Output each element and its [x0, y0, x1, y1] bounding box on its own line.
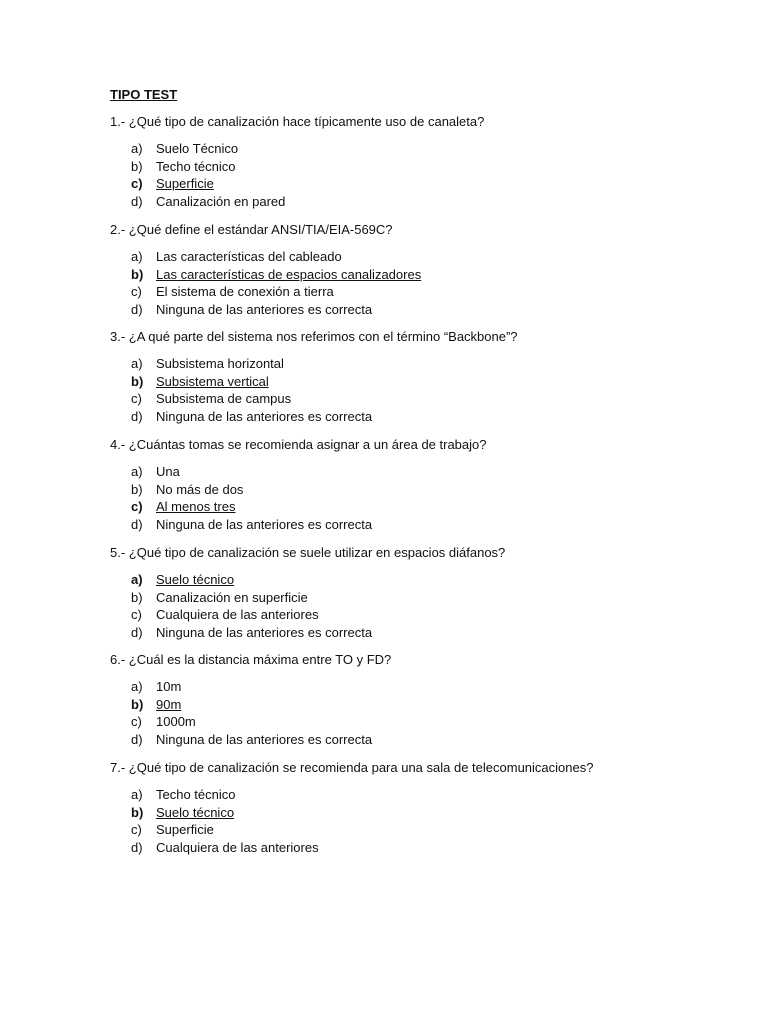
page-title: TIPO TEST: [110, 87, 178, 102]
option-letter: d): [131, 516, 143, 532]
option-text: Techo técnico: [156, 787, 236, 802]
option-text: Una: [156, 464, 180, 479]
option-text: Ninguna de las anteriores es correcta: [156, 624, 373, 640]
option-letter: a): [131, 356, 143, 371]
option-letter: b): [131, 804, 144, 820]
option-text: Las características del cableado: [156, 249, 342, 264]
option-7c: [131, 821, 319, 839]
option-letter: c): [131, 499, 143, 515]
option-2c: [131, 283, 421, 301]
option-3c: [131, 390, 372, 408]
question-4-options: [131, 463, 372, 533]
option-1b: [131, 158, 285, 176]
option-letter: c): [131, 391, 142, 407]
option-letter: b): [131, 696, 144, 712]
option-text: Subsistema de campus: [156, 391, 292, 407]
question-4: 4.- ¿Cuántas tomas se recomienda asignar a un área de trabajo?: [110, 437, 487, 452]
option-letter: a): [131, 141, 143, 156]
option-text: Canalización en superficie: [156, 589, 308, 605]
option-3d: [131, 408, 372, 426]
option-text: Ninguna de las anteriores es correcta: [156, 731, 373, 747]
question-5-options: [131, 571, 372, 641]
option-3b: [131, 373, 372, 391]
option-7d: [131, 839, 319, 857]
option-text: No más de dos: [156, 481, 244, 497]
option-text: Techo técnico: [156, 158, 236, 174]
option-text: Subsistema horizontal: [156, 356, 284, 371]
option-text: Cualquiera de las anteriores: [156, 607, 319, 623]
option-text: Suelo Técnico: [156, 141, 239, 156]
option-letter: a): [131, 572, 143, 587]
option-4a: [131, 463, 372, 481]
option-4d: [131, 516, 372, 534]
option-6b: [131, 696, 372, 714]
question-6: 6.- ¿Cuál es la distancia máxima entre TO y FD?: [110, 652, 392, 667]
option-letter: a): [131, 464, 143, 479]
option-text: Suelo técnico: [156, 804, 235, 820]
option-letter: c): [131, 714, 142, 730]
option-letter: b): [131, 373, 144, 389]
option-6d: [131, 731, 372, 749]
option-letter: b): [131, 589, 143, 605]
option-7a: [131, 786, 319, 804]
option-4c: [131, 498, 372, 516]
option-text: Cualquiera de las anteriores: [156, 839, 319, 855]
question-5: 5.- ¿Qué tipo de canalización se suele utilizar en espacios diáfanos?: [110, 545, 506, 560]
option-6a: [131, 678, 372, 696]
option-2d: [131, 301, 421, 319]
option-1d: [131, 193, 285, 211]
option-letter: d): [131, 408, 143, 424]
option-text: Superficie: [156, 176, 214, 192]
option-letter: d): [131, 301, 143, 317]
option-text: Superficie: [156, 822, 214, 838]
option-text: Las características de espacios canalizadores: [156, 266, 422, 282]
option-letter: d): [131, 193, 143, 209]
option-letter: c): [131, 176, 143, 192]
option-4b: [131, 481, 372, 499]
option-letter: c): [131, 284, 142, 300]
question-6-options: [131, 678, 372, 748]
option-2a: [131, 248, 421, 266]
option-text: El sistema de conexión a tierra: [156, 284, 334, 300]
question-1-options: [131, 140, 285, 210]
question-7: 7.- ¿Qué tipo de canalización se recomienda para una sala de telecomunicaciones?: [110, 760, 594, 775]
option-letter: c): [131, 607, 142, 623]
question-3: 3.- ¿A qué parte del sistema nos referimos con el término “Backbone”?: [110, 329, 518, 344]
option-7b: [131, 804, 319, 822]
option-text: 1000m: [156, 714, 196, 730]
option-letter: d): [131, 624, 143, 640]
option-letter: b): [131, 481, 143, 497]
option-letter: a): [131, 249, 143, 264]
option-text: Al menos tres: [156, 499, 236, 515]
question-1: 1.- ¿Qué tipo de canalización hace típicamente uso de canaleta?: [110, 114, 485, 129]
option-text: Subsistema vertical: [156, 373, 269, 389]
question-2: 2.- ¿Qué define el estándar ANSI/TIA/EIA-569C?: [110, 222, 393, 237]
question-7-options: [131, 786, 319, 856]
option-text: Canalización en pared: [156, 193, 286, 209]
option-text: Ninguna de las anteriores es correcta: [156, 408, 373, 424]
option-5b: [131, 589, 372, 607]
option-text: Ninguna de las anteriores es correcta: [156, 301, 373, 317]
option-2b: [131, 266, 421, 284]
question-2-options: [131, 248, 421, 318]
option-6c: [131, 713, 372, 731]
option-text: Ninguna de las anteriores es correcta: [156, 516, 373, 532]
option-letter: a): [131, 679, 143, 694]
option-5a: [131, 571, 372, 589]
option-text: 10m: [156, 679, 182, 694]
option-letter: b): [131, 266, 144, 282]
option-text: 90m: [156, 696, 182, 712]
option-letter: b): [131, 158, 143, 174]
option-1a: [131, 140, 285, 158]
option-3a: [131, 355, 372, 373]
option-5c: [131, 606, 372, 624]
option-1c: [131, 175, 285, 193]
option-text: Suelo técnico: [156, 572, 235, 587]
option-letter: d): [131, 839, 143, 855]
option-letter: c): [131, 822, 142, 838]
question-3-options: [131, 355, 372, 425]
option-5d: [131, 624, 372, 642]
option-letter: d): [131, 731, 143, 747]
option-letter: a): [131, 787, 143, 802]
